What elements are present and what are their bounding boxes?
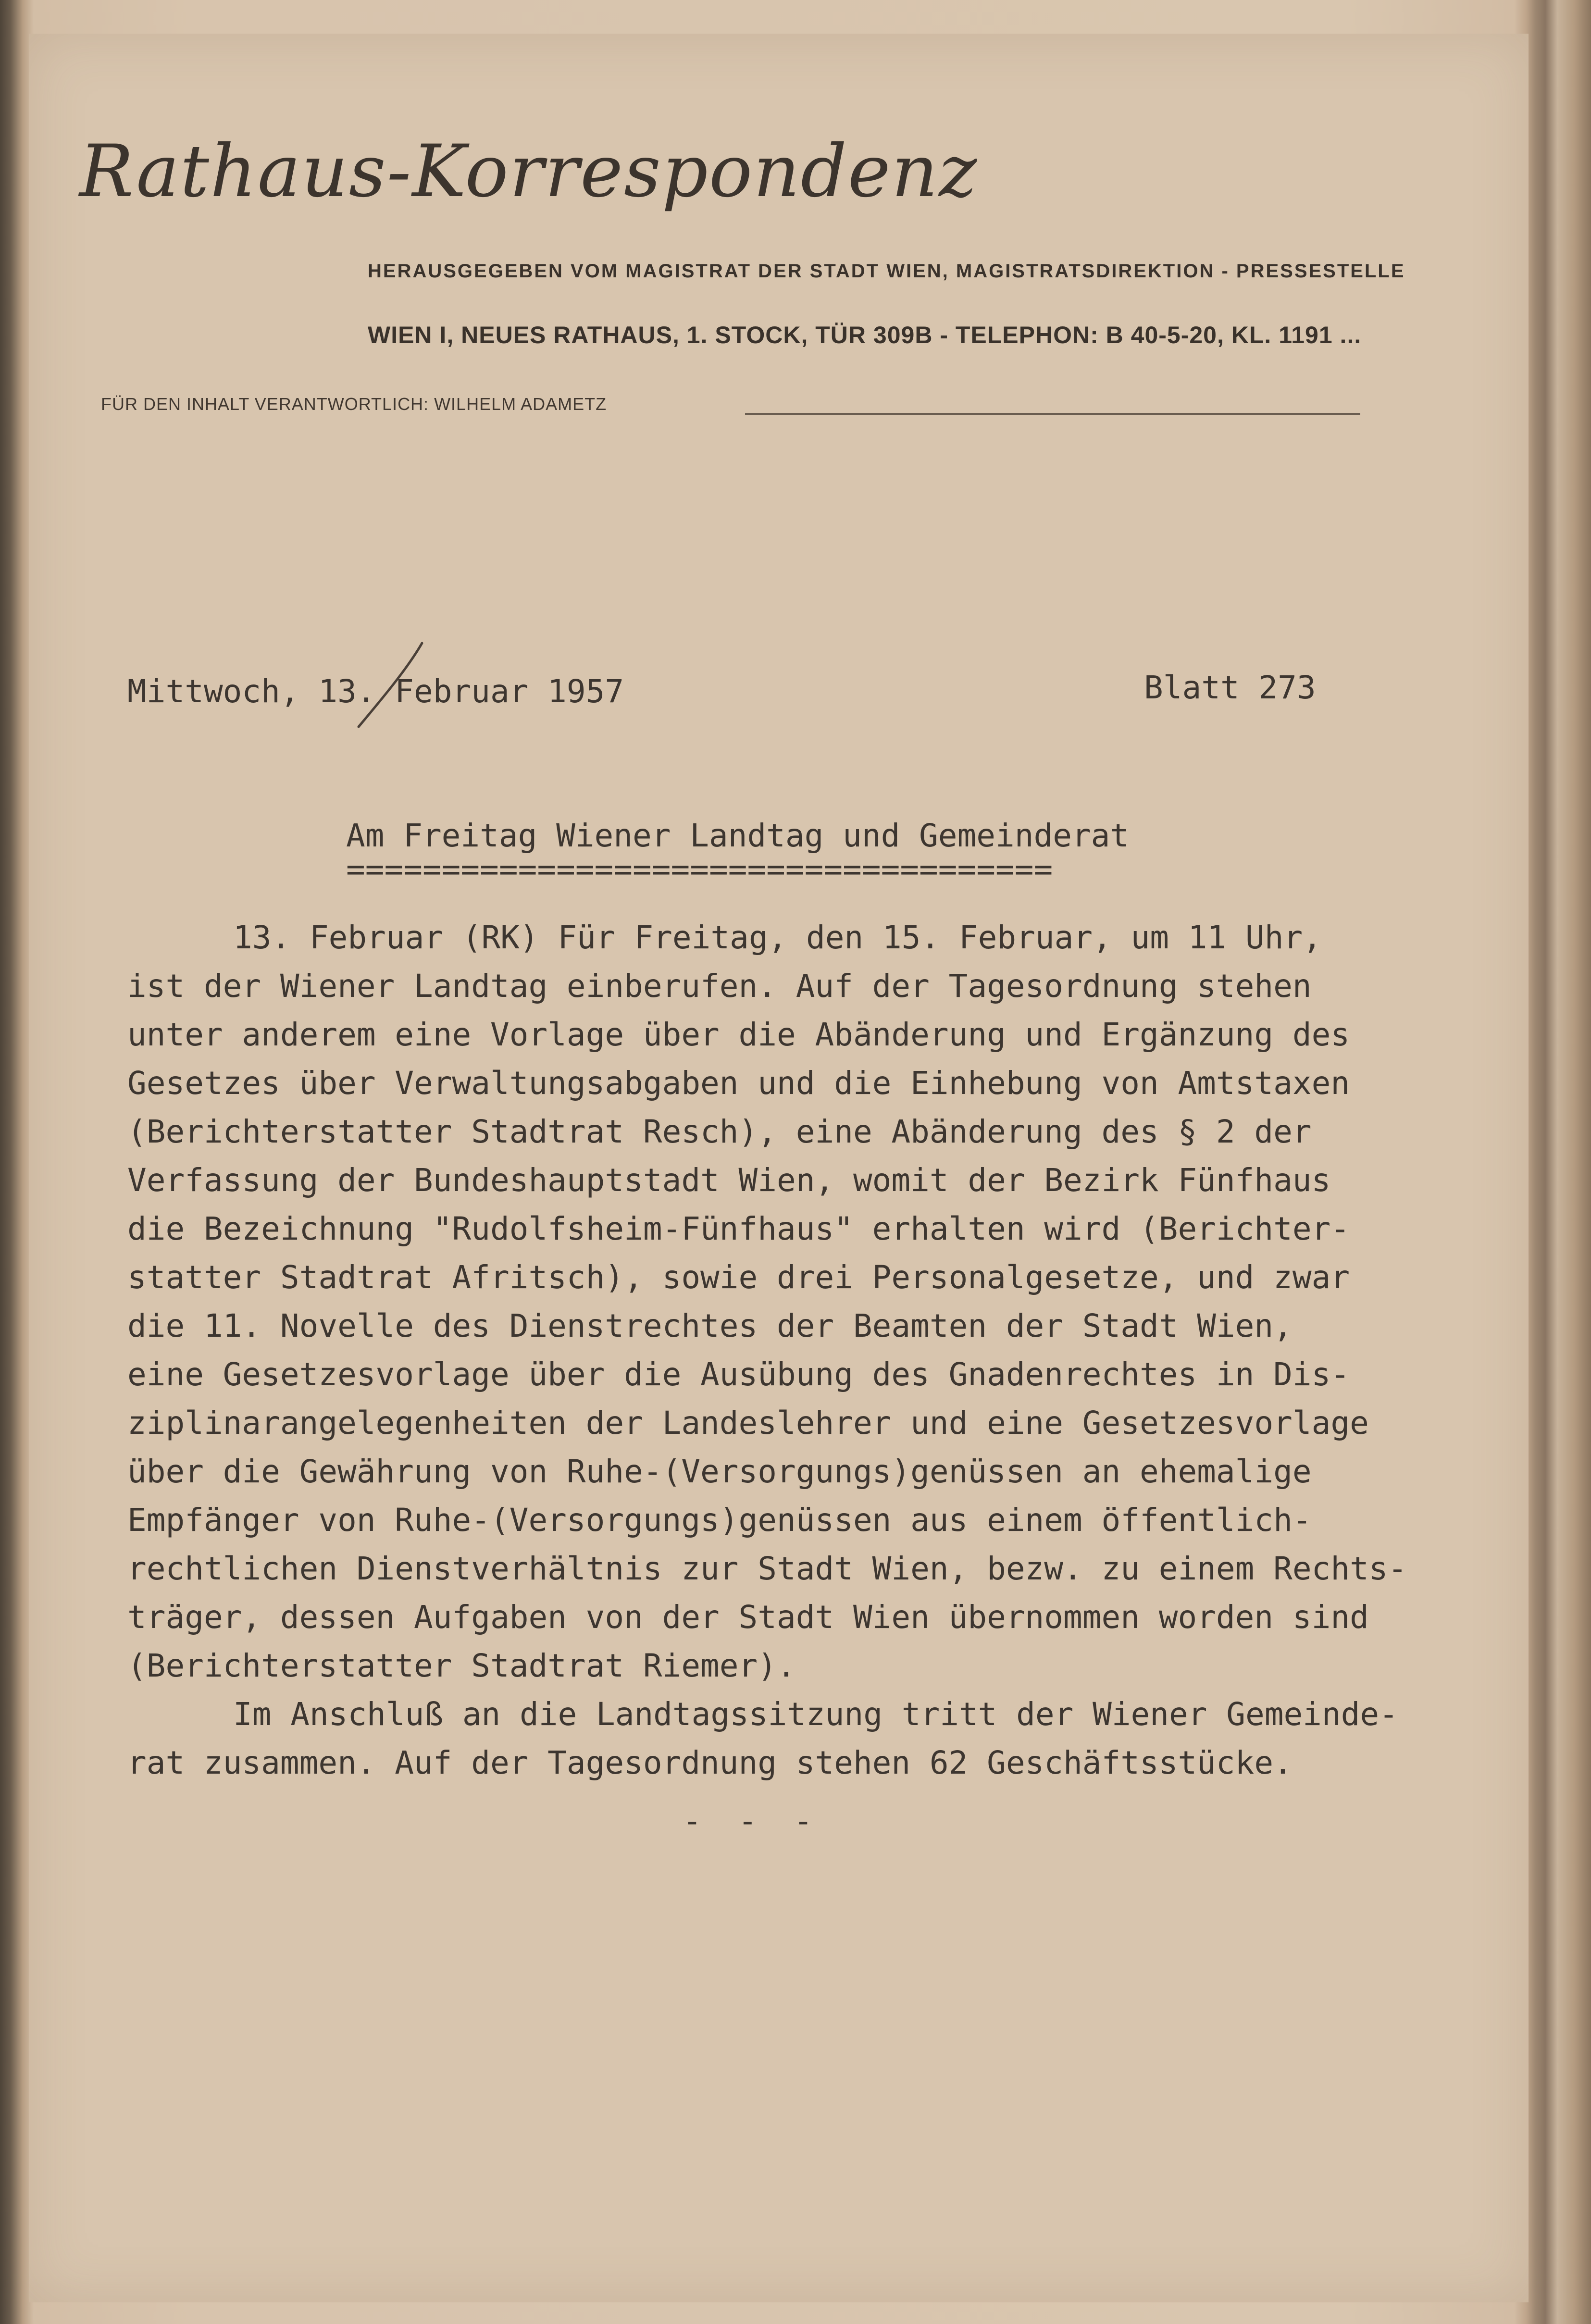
body-line: ziplinarangelegenheiten der Landeslehrer und eine Gesetzesvorlage bbox=[127, 1404, 1369, 1442]
body-line: (Berichterstatter Stadtrat Resch), eine Abänderung des § 2 der bbox=[127, 1113, 1312, 1150]
body-line: eine Gesetzesvorlage über die Ausübung des Gnadenrechtes in Dis- bbox=[127, 1356, 1350, 1393]
masthead-title: Rathaus-Korrespondenz bbox=[79, 130, 978, 213]
responsible-line: FÜR DEN INHALT VERANTWORTLICH: WILHELM ADAMETZ bbox=[101, 394, 607, 414]
body-line: träger, dessen Aufgaben von der Stadt Wien übernommen worden sind bbox=[127, 1599, 1369, 1636]
body-line: über die Gewährung von Ruhe-(Versorgungs)genüssen an ehemalige bbox=[127, 1453, 1312, 1490]
body-line: ist der Wiener Landtag einberufen. Auf der Tagesordnung stehen bbox=[127, 968, 1312, 1005]
body-line: rechtlichen Dienstverhältnis zur Stadt Wien, bezw. zu einem Rechts- bbox=[127, 1550, 1407, 1587]
article-body bbox=[127, 913, 1502, 1787]
body-line: Gesetzes über Verwaltungsabgaben und die Einhebung von Amtstaxen bbox=[127, 1065, 1350, 1102]
body-line: rat zusammen. Auf der Tagesordnung stehen 62 Geschäftsstücke. bbox=[127, 1744, 1293, 1781]
body-line: Im Anschluß an die Landtagssitzung tritt der Wiener Gemeinde- bbox=[233, 1696, 1398, 1733]
end-mark: - - - bbox=[683, 1802, 821, 1839]
body-line: Verfassung der Bundeshauptstadt Wien, womit der Bezirk Fünfhaus bbox=[127, 1162, 1331, 1199]
address-line: WIEN I, NEUES RATHAUS, 1. STOCK, TÜR 309B - TELEPHON: B 40-5-20, KL. 1191 ... bbox=[368, 322, 1362, 348]
article-title: Am Freitag Wiener Landtag und Gemeinderat bbox=[346, 817, 1130, 854]
body-line: Empfänger von Ruhe-(Versorgungs)genüssen aus einem öffentlich- bbox=[127, 1502, 1312, 1539]
title-underline: ===================================== bbox=[346, 851, 1053, 888]
body-line: die Bezeichnung "Rudolfsheim-Fünfhaus" erhalten wird (Berichter- bbox=[127, 1210, 1350, 1247]
header-rule bbox=[745, 413, 1360, 415]
body-line: unter anderem eine Vorlage über die Abänderung und Ergänzung des bbox=[127, 1016, 1350, 1053]
dateline-date: Mittwoch, 13. Februar 1957 bbox=[127, 673, 624, 710]
document-page bbox=[29, 34, 1529, 2302]
sheet-number: Blatt 273 bbox=[1144, 669, 1316, 706]
body-line: 13. Februar (RK) Für Freitag, den 15. Februar, um 11 Uhr, bbox=[233, 919, 1322, 956]
body-line: (Berichterstatter Stadtrat Riemer). bbox=[127, 1647, 796, 1684]
body-line: die 11. Novelle des Dienstrechtes der Beamten der Stadt Wien, bbox=[127, 1307, 1293, 1344]
handwritten-slash bbox=[350, 639, 427, 731]
body-line: statter Stadtrat Afritsch), sowie drei Personalgesetze, und zwar bbox=[127, 1259, 1350, 1296]
publisher-line: HERAUSGEGEBEN VOM MAGISTRAT DER STADT WIEN, MAGISTRATSDIREKTION - PRESSESTELLE bbox=[368, 261, 1405, 282]
